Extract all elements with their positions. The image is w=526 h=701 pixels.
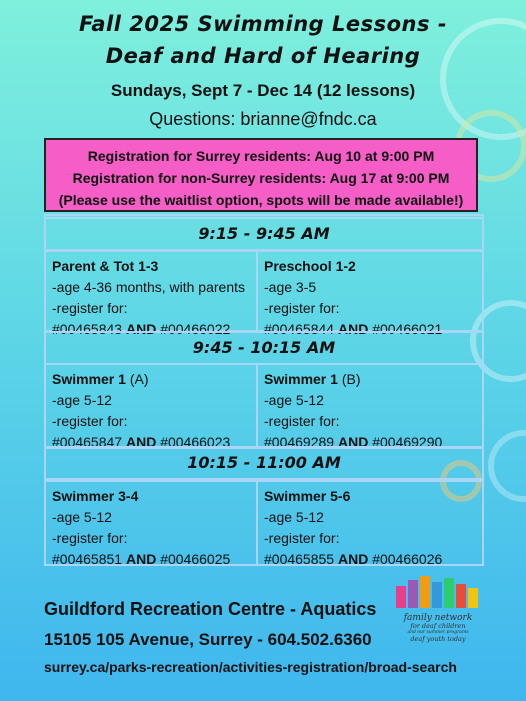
class-cell bbox=[256, 480, 484, 566]
class-cell bbox=[44, 480, 258, 566]
timeslot-header: 10:15 - 11:00 AM bbox=[44, 446, 484, 480]
class-register-label: -register for: bbox=[264, 413, 340, 429]
title-line-2: Deaf and Hard of Hearing bbox=[105, 44, 421, 68]
class-register-label: -register for: bbox=[52, 530, 128, 546]
class-age: -age 5-12 bbox=[264, 392, 324, 408]
class-name: Swimmer 1 bbox=[264, 371, 338, 387]
class-codes: #00465843 AND #00466022 bbox=[52, 321, 231, 337]
class-age: -age 4-36 months, with parents bbox=[52, 279, 245, 295]
class-codes: #00465855 AND #00466026 bbox=[264, 551, 443, 567]
class-register-label: -register for: bbox=[264, 300, 340, 316]
class-cell bbox=[256, 250, 484, 337]
registration-box bbox=[44, 138, 478, 212]
registration-waitlist-note: (Please use the waitlist option, spots will be made available!) bbox=[58, 192, 464, 208]
class-name: Swimmer 5-6 bbox=[264, 488, 351, 504]
class-cell: Swimmer 1 (B) -age 5-12 -register for: #00469289 AND #00469290 bbox=[256, 363, 484, 449]
venue-name: Guildford Recreation Centre - Aquatics bbox=[44, 599, 377, 619]
logo-text: family network for deaf children and our summer programs deaf youth today bbox=[403, 613, 473, 643]
timeslot-header: 9:15 - 9:45 AM bbox=[44, 217, 484, 251]
registration-non-surrey: Registration for non-Surrey residents: Aug 17 at 9:00 PM bbox=[72, 170, 450, 186]
class-age: -age 5-12 bbox=[52, 392, 112, 408]
timeslot-header: 9:45 - 10:15 AM bbox=[44, 331, 484, 365]
bubble-decoration bbox=[488, 430, 526, 502]
class-name: Swimmer 1 bbox=[52, 371, 126, 387]
class-register-label: -register for: bbox=[264, 530, 340, 546]
questions-text: Questions: brianne@fndc.ca bbox=[149, 109, 377, 129]
class-codes: #00465844 AND #00466021 bbox=[264, 321, 443, 337]
class-name: Swimmer 3-4 bbox=[52, 488, 139, 504]
class-cell bbox=[44, 250, 258, 337]
class-register-label: -register for: bbox=[52, 413, 128, 429]
class-age: -age 5-12 bbox=[52, 509, 112, 525]
class-cell: Swimmer 1 (A) -age 5-12 -register for: #00465847 AND #00466023 bbox=[44, 363, 258, 449]
title-line-1: Fall 2025 Swimming Lessons - bbox=[78, 12, 448, 36]
class-name: Preschool 1-2 bbox=[264, 258, 356, 274]
class-age: -age 5-12 bbox=[264, 509, 324, 525]
registration-url[interactable]: surrey.ca/parks-recreation/activities-registration/broad-search bbox=[44, 659, 457, 675]
class-codes: #00465851 AND #00466025 bbox=[52, 551, 231, 567]
class-age: -age 3-5 bbox=[264, 279, 317, 295]
class-name: Parent & Tot 1-3 bbox=[52, 258, 159, 274]
dates-text: Sundays, Sept 7 - Dec 14 (12 lessons) bbox=[110, 81, 416, 100]
venue-address: 15105 105 Avenue, Surrey - 604.502.6360 bbox=[44, 630, 372, 649]
class-register-label: -register for: bbox=[52, 300, 128, 316]
registration-surrey: Registration for Surrey residents: Aug 10 at 9:00 PM bbox=[87, 148, 435, 164]
class-codes: #00469289 AND #00469290 bbox=[264, 434, 443, 450]
class-codes: #00465847 AND #00466023 bbox=[52, 434, 231, 450]
